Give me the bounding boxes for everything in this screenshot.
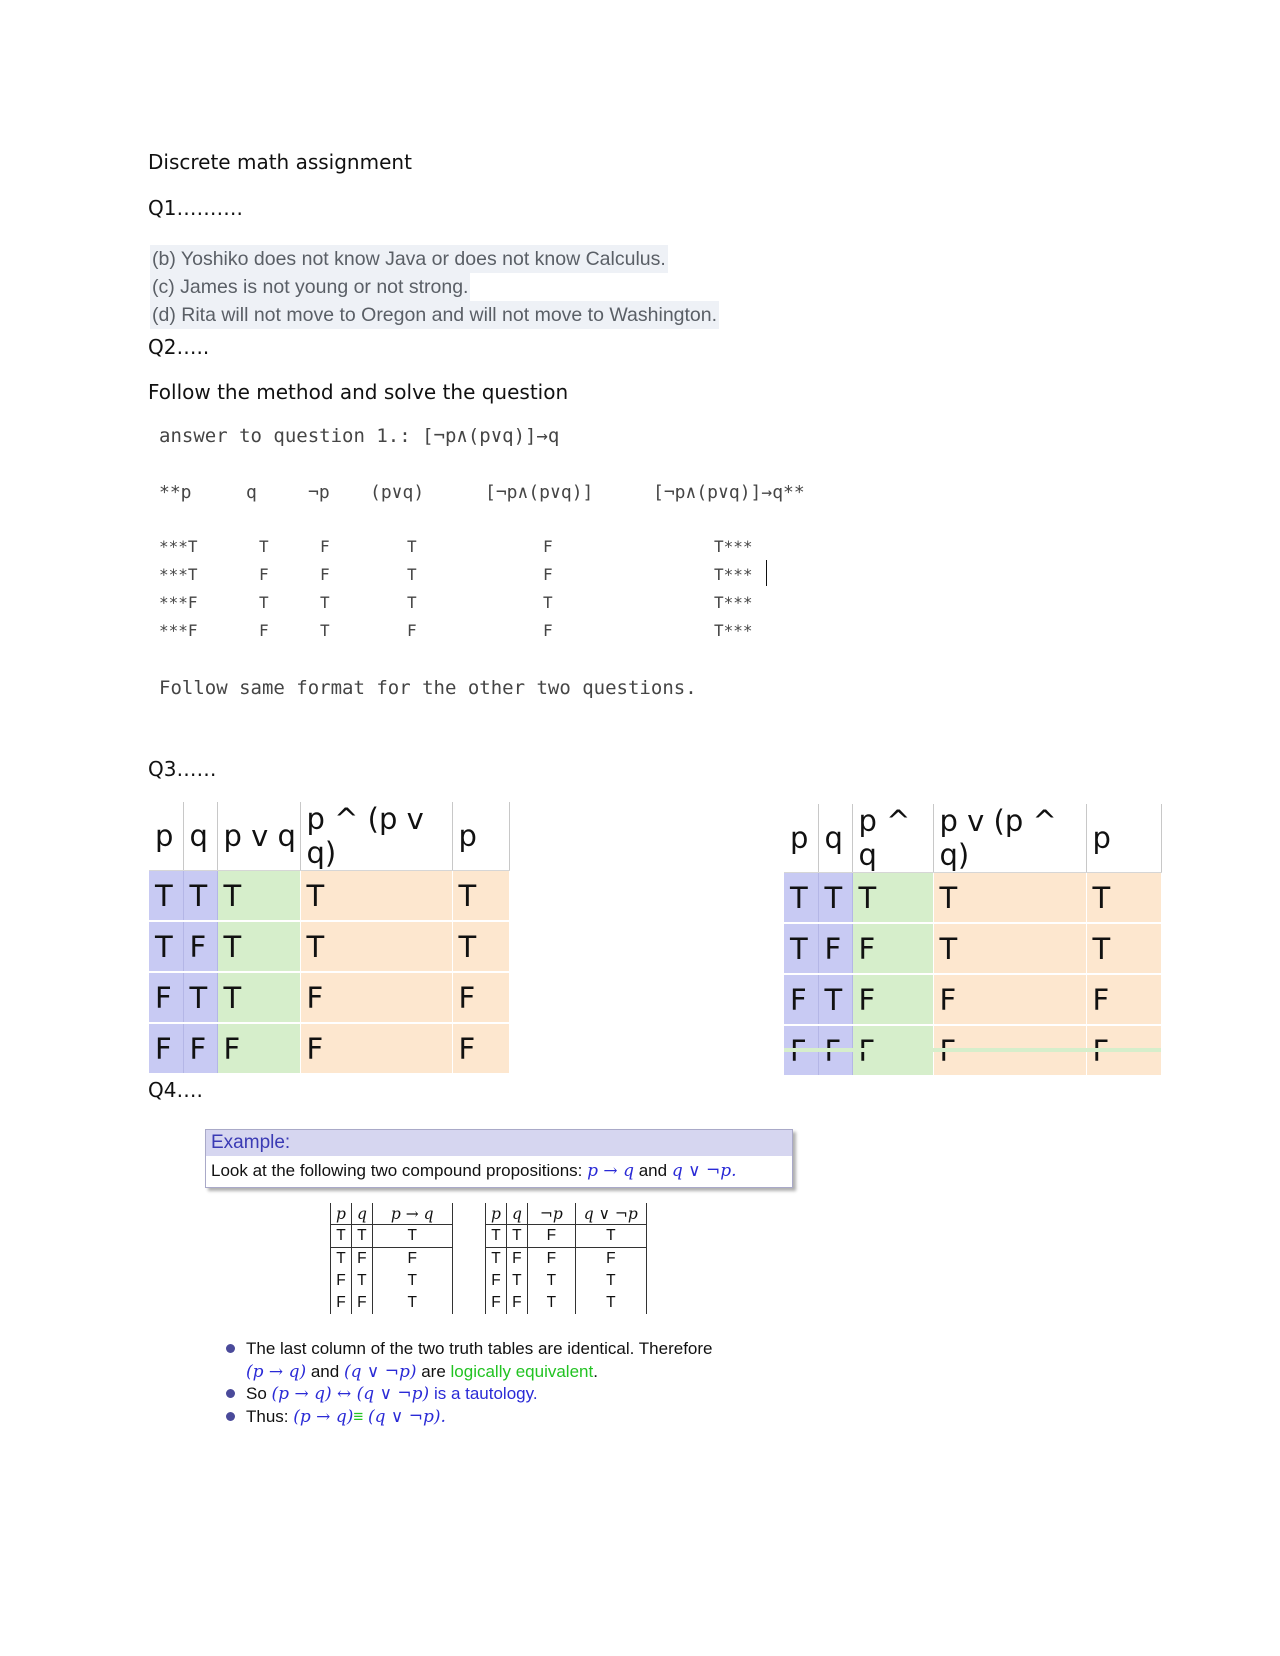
q2-cell: T*** [714,537,753,556]
q2-header-conj: [¬p∧(p∨q)] [485,482,594,503]
example-text: Look at the following two compound propositions: [211,1161,583,1180]
cell: T [351,1225,372,1248]
bullet-text: are [421,1361,446,1381]
cell: T [452,921,509,972]
q3-truth-table-right [784,804,1162,1077]
text-cursor [766,560,767,586]
cell: F [217,1023,300,1074]
cell: T [300,921,452,972]
col-header: q [818,804,852,873]
q1-line-c: (c) James is not young or not strong. [150,273,470,301]
col-header: ¬p [527,1203,575,1225]
example-table-implication [330,1203,453,1314]
cell: T [372,1292,452,1314]
col-header: p v q [217,802,300,871]
cell: F [452,1023,509,1074]
table-row [486,1270,647,1292]
col-header: p v (p ^ q) [933,804,1086,873]
cell: T [784,873,818,924]
example-box [205,1129,793,1188]
cell: T [527,1292,575,1314]
cell: F [149,1023,183,1074]
table-header-row [149,802,509,871]
cell: F [452,972,509,1023]
cell: F [818,923,852,974]
bullet-text: So [246,1384,267,1403]
cell: T [852,873,933,924]
q2-header-p-or-q: (p∨q) [370,482,425,503]
cell: F [784,974,818,1025]
table-row [784,923,1161,974]
q2-cell: T*** [714,565,753,584]
cell: T [784,923,818,974]
cell: F [506,1248,527,1271]
col-header: q [506,1203,527,1225]
cell: T [575,1225,646,1248]
highlight-text: logically equivalent [450,1361,594,1381]
q2-cell: T [407,593,417,612]
bullet-icon [226,1344,235,1353]
table-row [486,1292,647,1314]
q1-answer-block [150,245,719,329]
col-header: p [452,802,509,871]
cell: F [486,1270,507,1292]
cell: T [217,972,300,1023]
q2-cell: T [407,537,417,556]
q2-cell: T [407,565,417,584]
q2-cell: F [543,621,553,640]
q2-cell: ***T [159,537,198,556]
cell: T [331,1225,352,1248]
q2-header-p: **p [159,482,192,503]
table-row [149,972,509,1023]
cell: T [149,921,183,972]
table-row [331,1248,453,1271]
col-header: p [1086,804,1161,873]
table-header-row [486,1203,647,1225]
cell: F [351,1292,372,1314]
cell: T [351,1270,372,1292]
q2-header-q: q [246,482,257,503]
cell: T [818,873,852,924]
cell: T [506,1270,527,1292]
col-header: q [183,802,217,871]
q2-cell: F [320,537,330,556]
q2-cell: T*** [714,621,753,640]
cell: F [527,1248,575,1271]
table-row [486,1248,647,1271]
example-body [206,1156,792,1186]
cell: T [933,873,1086,924]
q2-instruction: Follow the method and solve the question [148,380,569,404]
cell: T [933,923,1086,974]
col-header: q [351,1203,372,1225]
equiv-symbol: ≡ [353,1406,364,1426]
q2-cell: ***T [159,565,198,584]
cell: F [1086,974,1161,1025]
example-table-disjunction [485,1203,647,1314]
bullet-item [226,1338,713,1361]
q2-cell: F [259,621,269,640]
cell: T [183,871,217,922]
cell: F [331,1270,352,1292]
q2-cell: T [259,537,269,556]
q2-cell: T [320,593,330,612]
prop-disjunction: q ∨ ¬p. [671,1161,737,1181]
col-header: p [784,804,818,873]
bullet-item [226,1406,713,1429]
q2-answer-line: answer to question 1.: [¬p∧(p∨q)]→q [159,425,560,447]
q1-label: Q1………. [148,196,243,220]
table-row [486,1225,647,1248]
table-row [784,974,1161,1025]
q2-header-not-p: ¬p [308,482,330,503]
cell: T [183,972,217,1023]
cell: T [217,871,300,922]
q2-cell: T [259,593,269,612]
bullet-icon [226,1389,235,1398]
table-row [149,871,509,922]
cell: T [1086,923,1161,974]
cell: T [452,871,509,922]
table-row [331,1225,453,1248]
col-header: p [486,1203,507,1225]
cell: F [852,974,933,1025]
cell: F [183,1023,217,1074]
cell: T [486,1225,507,1248]
cell: T [575,1292,646,1314]
prop-implication: p → q [587,1161,634,1181]
cell: F [486,1292,507,1314]
bullet-text: is a tautology. [433,1384,538,1403]
q2-cell: T*** [714,593,753,612]
q2-cell: ***F [159,621,198,640]
q2-cell: F [543,537,553,556]
cell: F [372,1248,452,1271]
cell: F [331,1292,352,1314]
example-bullets [226,1338,713,1428]
bullet-text: . [593,1361,598,1381]
table-row [784,873,1161,924]
cell: F [183,921,217,972]
table-edge [784,1048,1161,1052]
cell: F [527,1225,575,1248]
cell: F [300,1023,452,1074]
table-row [149,921,509,972]
cell: T [575,1270,646,1292]
table-row [331,1292,453,1314]
math-expr: (p → q) [293,1406,354,1427]
math-expr: (q ∨ ¬p). [368,1406,446,1427]
table-row [149,1023,509,1074]
table-row [331,1270,453,1292]
bullet-text: Thus: [246,1406,289,1426]
q2-cell: F [259,565,269,584]
bullet-item-continued [226,1361,713,1384]
cell: F [300,972,452,1023]
q2-cell: ***F [159,593,198,612]
cell: T [1086,873,1161,924]
q2-header-impl: [¬p∧(p∨q)]→q** [653,482,805,503]
cell: T [149,871,183,922]
q1-line-b: (b) Yoshiko does not know Java or does not know Calculus. [150,245,668,273]
col-header: p ^ (p v q) [300,802,452,871]
q4-label: Q4…. [148,1078,203,1102]
q2-cell: F [320,565,330,584]
cell: T [331,1248,352,1271]
q2-cell: F [543,565,553,584]
cell: F [933,974,1086,1025]
cell: T [300,871,452,922]
document-title: Discrete math assignment [148,150,412,174]
col-header: p [149,802,183,871]
q2-footer-note: Follow same format for the other two questions. [159,677,697,699]
q3-label: Q3…… [148,757,217,781]
math-expr: (p → q) ↔ (q ∨ ¬p) [271,1384,430,1404]
cell: T [486,1248,507,1271]
col-header: p → q [372,1203,452,1225]
cell: T [372,1270,452,1292]
math-expr: (p → q) [246,1361,307,1382]
table-header-row [331,1203,453,1225]
q3-truth-table-left [149,802,510,1075]
cell: T [527,1270,575,1292]
col-header: q ∨ ¬p [575,1203,646,1225]
bullet-icon [226,1412,235,1421]
cell: F [852,923,933,974]
cell: T [818,974,852,1025]
cell: F [506,1292,527,1314]
and-word: and [638,1161,668,1180]
bullet-text: The last column of the two truth tables are identical. Therefore [246,1339,713,1358]
bullet-item [226,1383,713,1406]
q2-cell: F [407,621,417,640]
math-expr: (q ∨ ¬p) [343,1361,417,1382]
cell: T [372,1225,452,1248]
cell: F [149,972,183,1023]
q2-cell: T [320,621,330,640]
q2-label: Q2….. [148,335,210,359]
col-header: p [331,1203,352,1225]
q1-line-d: (d) Rita will not move to Oregon and will not move to Washington. [150,301,719,329]
col-header: p ^ q [852,804,933,873]
q2-cell: T [543,593,553,612]
cell: F [575,1248,646,1271]
cell: F [351,1248,372,1271]
cell: T [217,921,300,972]
table-header-row [784,804,1161,873]
example-title: Example: [206,1130,792,1156]
cell: T [506,1225,527,1248]
bullet-text: and [310,1361,340,1381]
